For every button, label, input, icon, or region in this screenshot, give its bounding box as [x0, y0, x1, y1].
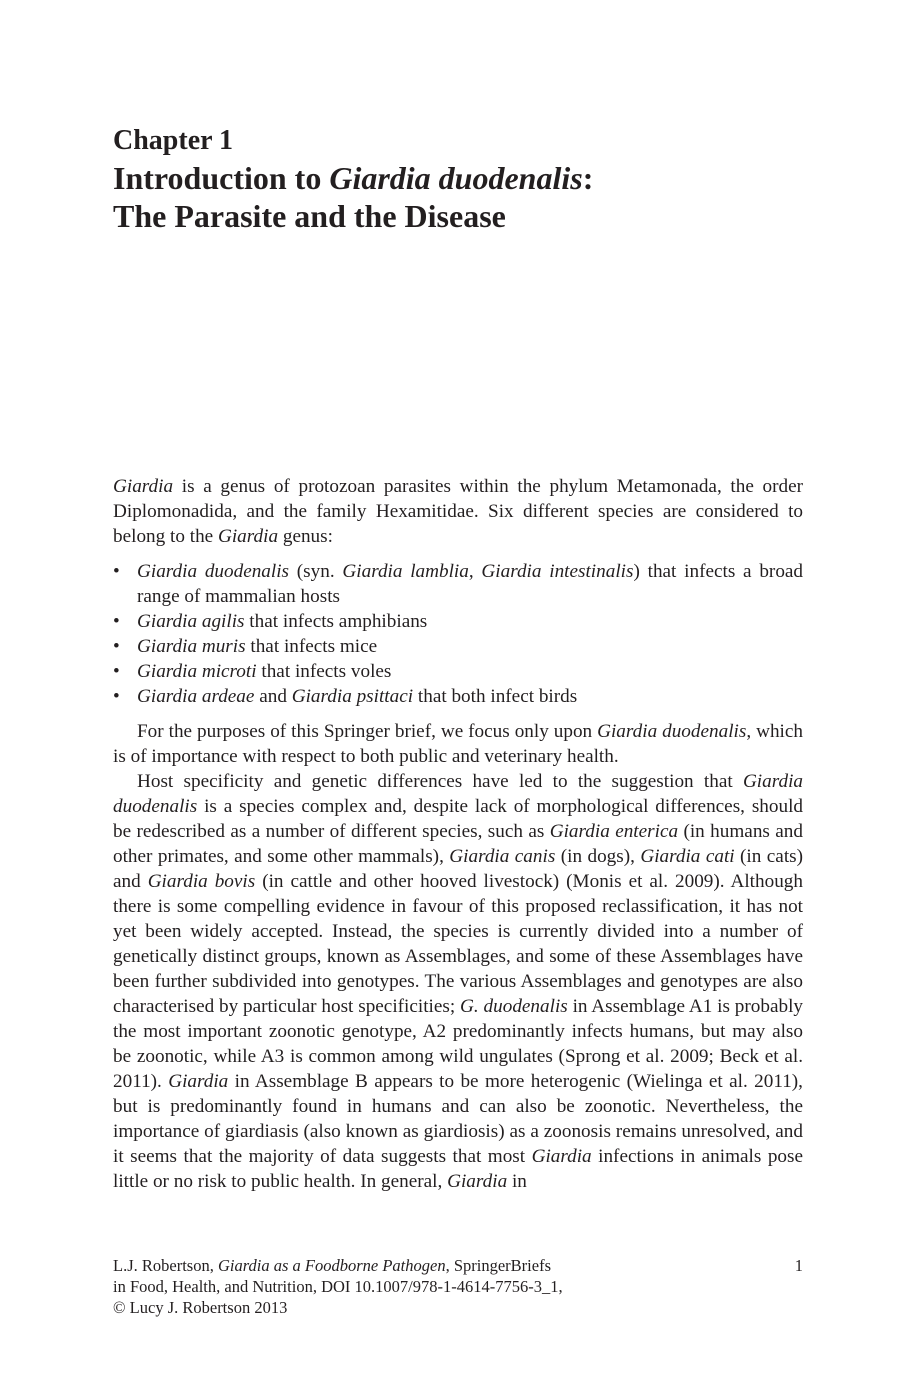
list-text: that infects voles: [256, 661, 392, 682]
paragraph-text: , which is of importance with respect to both public and veterinary health.: [113, 721, 803, 767]
paragraph-text: in Assemblage B appears to be more heterogenic (Wielinga et al. 2011), but is predominantly found in humans and can also be zoonotic. Nevertheless, the importance of giardiasis (also known as giardiosis) as a zoonosis remains unresolved, and it seems that the majority of data suggests that most: [113, 1071, 803, 1167]
species-name: Giardia lamblia: [342, 561, 469, 582]
host-specificity-paragraph: [113, 769, 803, 1194]
list-text: ,: [468, 561, 482, 582]
species-name: Giardia ardeae: [137, 686, 255, 707]
paragraph-text: (in cats) and: [113, 846, 804, 892]
focus-paragraph: [113, 719, 803, 769]
list-item: [113, 659, 803, 684]
list-item: [113, 609, 803, 634]
page-footer: [113, 1255, 803, 1318]
species-name: Giardia bovis: [147, 871, 256, 892]
species-name: Giardia: [531, 1146, 592, 1167]
chapter-title-colon: :: [582, 160, 594, 196]
citation-line-2: in Food, Health, and Nutrition, DOI 10.1007/978-1-4614-7756-3_1,: [113, 1277, 563, 1296]
bullet-icon: •: [113, 561, 120, 582]
page-number: 1: [794, 1256, 803, 1275]
chapter-title-line2: The Parasite and the Disease: [113, 198, 506, 234]
list-text: that infects amphibians: [244, 611, 428, 632]
footer-series: , SpringerBriefs: [445, 1256, 551, 1275]
paragraph-text: in: [507, 1171, 527, 1192]
species-name: Giardia agilis: [137, 611, 245, 632]
list-text: ) that infects a broad range of mammalian hosts: [137, 561, 804, 607]
bullet-icon: •: [113, 686, 120, 707]
list-item: [113, 559, 803, 609]
list-text: that infects mice: [245, 636, 378, 657]
paragraph-text: (in humans and other primates, and some other mammals),: [113, 821, 803, 867]
species-name: G. duodenalis: [460, 996, 568, 1017]
footer-book-title: Giardia as a Foodborne Pathogen: [217, 1256, 446, 1275]
species-name: Giardia psittaci: [291, 686, 414, 707]
intro-genus-italic: Giardia: [113, 476, 174, 497]
chapter-title-prefix: Introduction to: [113, 160, 330, 196]
list-item: [113, 634, 803, 659]
bullet-icon: •: [113, 636, 120, 657]
chapter-title: [113, 159, 813, 235]
species-name: Giardia intestinalis: [481, 561, 634, 582]
intro-text-2: genus:: [278, 526, 333, 547]
paragraph-text: in Assemblage A1 is probably the most important zoonotic genotype, A2 predominantly infects humans, but may also be zoonotic, while A3 is common among wild ungulates (Sprong et al. 2009; Beck et al. 2011).: [113, 996, 803, 1092]
list-text: (syn.: [289, 561, 343, 582]
paragraph-text: is a species complex and, despite lack of morphological differences, should be redescribed as a number of different species, such as: [113, 796, 803, 842]
species-name: Giardia: [447, 1171, 508, 1192]
chapter-number: Chapter 1: [113, 125, 234, 156]
footer-author: L.J. Robertson,: [113, 1256, 218, 1275]
paragraph-text: Host specificity and genetic differences have led to the suggestion that: [137, 771, 743, 792]
species-list: [113, 559, 803, 709]
species-name: Giardia enterica: [549, 821, 679, 842]
list-text: and: [254, 686, 292, 707]
intro-text-1: is a genus of protozoan parasites within the phylum Metamonada, the order Diplomonadida, and the family Hexamitidae. Six different species are considered to belong to the: [113, 476, 803, 547]
species-name: Giardia duodenalis: [137, 561, 290, 582]
paragraph-text: infections in animals pose little or no risk to public health. In general,: [113, 1146, 803, 1192]
species-name: Giardia: [168, 1071, 229, 1092]
intro-genus-italic-2: Giardia: [217, 526, 279, 547]
chapter-heading: [113, 124, 813, 235]
paragraph-text: (in cattle and other hooved livestock) (Monis et al. 2009). Although there is some compelling evidence in favour of this proposed reclassification, it has not yet been widely accepted. Instead, the species is currently divided into a number of genetically distinct groups, known as Assemblages, and some of these Assemblages have been further subdivided into genotypes. The various Assemblages and genotypes are also characterised by particular host specificities;: [113, 871, 803, 1017]
species-name: Giardia duodenalis: [597, 721, 747, 742]
species-name: Giardia canis: [449, 846, 556, 867]
intro-paragraph: [113, 474, 803, 549]
citation-line-1: [113, 1255, 803, 1276]
copyright-line: © Lucy J. Robertson 2013: [113, 1298, 288, 1317]
species-name: Giardia muris: [137, 636, 246, 657]
species-name: Giardia duodenalis: [113, 771, 803, 817]
bullet-icon: •: [113, 661, 120, 682]
chapter-title-species: Giardia duodenalis: [329, 160, 583, 196]
list-text: that both infect birds: [413, 686, 578, 707]
species-name: Giardia cati: [640, 846, 735, 867]
species-name: Giardia microti: [137, 661, 257, 682]
paragraph-text: For the purposes of this Springer brief, we focus only upon: [137, 721, 598, 742]
list-item: [113, 684, 803, 709]
paragraph-text: (in dogs),: [555, 846, 641, 867]
body-text: [113, 474, 803, 1194]
bullet-icon: •: [113, 611, 120, 632]
